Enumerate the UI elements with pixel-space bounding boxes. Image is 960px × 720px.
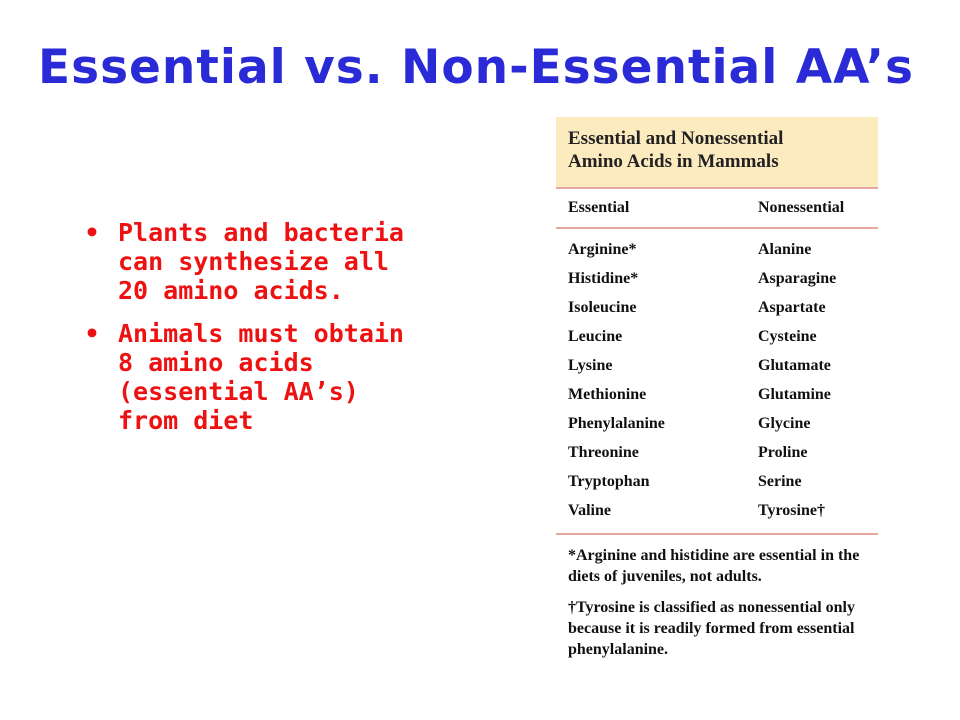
nonessential-cell: Serine — [758, 472, 802, 490]
bullet-text: Animals must obtain 8 amino acids (essential AA’s) from diet — [118, 319, 404, 435]
footnote-arginine: *Arginine and histidine are essential in the diets of juveniles, not adults. — [568, 547, 860, 585]
table-column-headers — [556, 189, 878, 227]
nonessential-cell: Glycine — [758, 414, 811, 432]
essential-cell: Tryptophan — [568, 472, 650, 490]
essential-cell: Threonine — [568, 443, 639, 461]
amino-acid-table — [556, 117, 878, 670]
essential-cell: Methionine — [568, 385, 647, 403]
essential-cell: Phenylalanine — [568, 414, 665, 432]
essential-cell: Leucine — [568, 327, 623, 345]
essential-cell: Lysine — [568, 356, 613, 374]
nonessential-cell: Alanine — [758, 240, 812, 258]
essential-cell: Arginine* — [568, 240, 637, 258]
table-row — [568, 467, 866, 496]
table-row — [568, 438, 866, 467]
bullet-icon: • — [84, 218, 100, 247]
table-footnotes — [556, 535, 878, 660]
nonessential-cell: Cysteine — [758, 327, 817, 345]
column-header-essential: Essential — [568, 199, 630, 216]
bullet-icon: • — [84, 319, 100, 348]
table-title — [556, 117, 878, 187]
nonessential-cell: Asparagine — [758, 269, 837, 287]
table-row — [568, 351, 866, 380]
footnote-tyrosine: †Tyrosine is classified as nonessential only because it is readily formed from essential phenylalanine. — [568, 599, 855, 658]
essential-cell: Histidine* — [568, 269, 639, 287]
bullet-item — [84, 319, 424, 435]
table-row — [568, 496, 866, 525]
essential-cell: Isoleucine — [568, 298, 637, 316]
nonessential-cell: Glutamate — [758, 356, 831, 374]
nonessential-cell: Proline — [758, 443, 808, 461]
slide-title: Essential vs. Non-Essential AA’s — [38, 40, 915, 95]
column-header-nonessential: Nonessential — [758, 199, 845, 216]
table-row — [568, 322, 866, 351]
table-body — [556, 229, 878, 533]
table-title-line: Amino Acids in Mammals — [568, 151, 779, 172]
table-row — [568, 409, 866, 438]
nonessential-cell: Aspartate — [758, 298, 826, 316]
nonessential-cell: Glutamine — [758, 385, 831, 403]
table-row — [568, 380, 866, 409]
table-row — [568, 264, 866, 293]
nonessential-cell: Tyrosine† — [758, 501, 825, 519]
essential-cell: Valine — [568, 501, 611, 519]
table-row — [568, 235, 866, 264]
table-row — [568, 293, 866, 322]
bullet-item — [84, 218, 424, 305]
bullet-list — [84, 218, 424, 449]
bullet-text: Plants and bacteria can synthesize all 20 amino acids. — [118, 218, 404, 305]
table-title-line: Essential and Nonessential — [568, 128, 784, 149]
